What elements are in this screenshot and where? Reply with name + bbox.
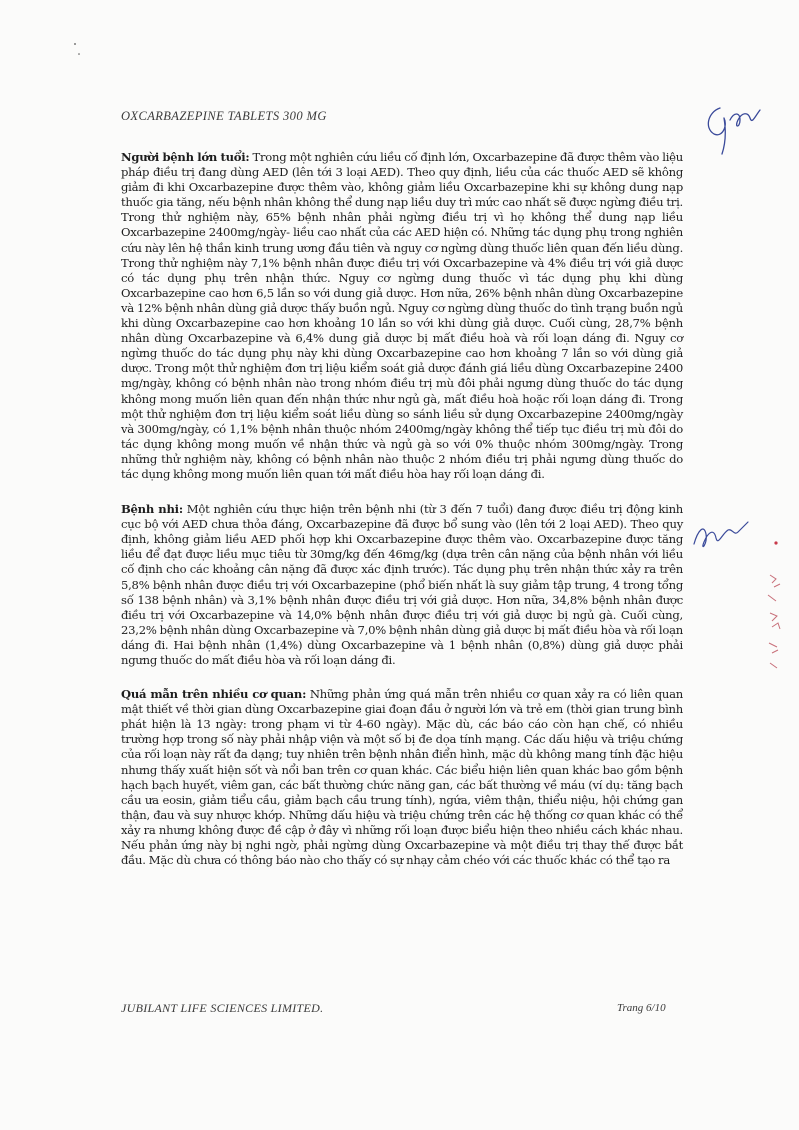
paragraph-text: Một nghiên cứu thực hiện trên bệnh nhi (từ 3 đến 7 tuổi) đang được điều trị động kinh cục bộ với AED chưa thỏa đáng, Oxcarbazepine đã được bổ sung vào (lên tới 2 loại AED). Theo quy định, không giảm liều AED phối hợp khi Oxcarbazepine được thêm vào. Oxcarbazepine được tăng liều để đạt được liều mục tiêu từ 30mg/kg đến 46mg/kg (dựa trên cân nặng của bệnh nhân với liều cố định cho các khoảng cân nặng đã được xác định trước). Tác dụng phụ trên nhận thức xảy ra trên 5,8% bệnh nhân được điều trị với Oxcarbazepine (phổ biến nhất là suy giảm tập trung, 4 trong tổng số 138 bệnh nhân) và 3,1% bệnh nhân được điều trị với giả dược. Hơn nữa, 34,8% bệnh nhân được điều trị với Oxcarbazepine và 14,0% bệnh nhân được điều trị với giả dược bị ngủ gà. Cuối cùng, 23,2% bệnh nhân dùng Oxcarbazepine và 7,0% bệnh nhân dùng giả dược bị mất điều hòa và rối loạn dáng đi. Hai bệnh nhân (1,4%) dùng Oxcarbazepine và 1 bệnh nhân (0,8%) dùng giả dược phải ngưng thuốc do mất điều hòa và rối loạn dáng đi. [121, 502, 684, 667]
red-margin-stamp-marks [760, 535, 790, 675]
paragraph-heading: Người bệnh lớn tuổi: [121, 150, 250, 164]
paragraph-text: Những phản ứng quá mẫn trên nhiều cơ quan xảy ra có liên quan mật thiết về thời gian dùng Oxcarbazepine giai đoạn đầu ở người lớn và trẻ em (thời gian trung bình phát hiện là 13 ngày: trong phạm vi từ 4-60 ngày). Mặc dù, các báo cáo còn hạn chế, có nhiều trường hợp trong số này phải nhập viện và một số bị đe dọa tính mạng. Các dấu hiệu và triệu chứng của rối loạn này rất đa dạng; tuy nhiên trên bệnh nhân điển hình, mặc dù không mang tính đặc hiệu nhưng thấy xuất hiện sốt và nổi ban trên cơ quan khác. Các biểu hiện liên quan khác bao gồm bệnh hạch bạch huyết, viêm gan, các bất thường chức năng gan, các bất thường về máu (ví dụ: tăng bạch cầu ưa eosin, giảm tiểu cầu, giảm bạch cầu trung tính), ngứa, viêm thận, thiểu niệu, hội chứng gan thận, đau và suy nhược khớp. Những dấu hiệu và triệu chứng trên các hệ thống cơ quan khác có thể xảy ra nhưng không được đề cập ở đây vì những rối loạn được biểu hiện theo nhiều cách khác nhau. Nếu phản ứng này bị nghi ngờ, phải ngừng dùng Oxcarbazepine và một điều trị thay thế được bắt đầu. Mặc dù chưa có thông báo nào cho thấy có sự nhạy cảm chéo với các thuốc khác có thể tạo ra [121, 687, 683, 868]
initials-signature-middle [686, 516, 752, 558]
paragraph-heading: Bệnh nhi: [121, 502, 183, 517]
paragraph-elderly-patients [121, 150, 683, 482]
paragraph-text: Trong một nghiên cứu liều cố định lớn, Oxcarbazepine đã được thêm vào liệu pháp điều trị đang dùng AED (lên tới 3 loại AED). Theo quy định, liều của các thuốc AED sẽ không giảm đi khi Oxcarbazepine được thêm vào, không giảm liều Oxcarbazepine khi sự không dung nạp thuốc gia tăng, nếu bệnh nhân không thể dung nạp liều duy trì mức cao nhất sẽ được ngừng điều trị. Trong thử nghiệm này, 65% bệnh nhân phải ngừng điều trị vì họ không thể dung nạp liều Oxcarbazepine 2400mg/ngày- liều cao nhất của các AED hiện có. Những tác dụng phụ trong nghiên cứu này lên hệ thần kinh trung ương đầu tiên và nguy cơ ngừng dùng thuốc liên quan đến liều dùng. Trong thử nghiệm này 7,1% bệnh nhân được điều trị với Oxcarbazepine và 4% điều trị với giả dược có tác dụng phụ trên nhận thức. Nguy cơ ngừng dung thuốc vì tác dụng phụ khi dùng Oxcarbazepine cao hơn 6,5 lần so với dung giả dược. Hơn nữa, 26% bệnh nhân dùng Oxcarbazepine và 12% bệnh nhân dùng giả dược thấy buồn ngủ. Nguy cơ ngừng dùng thuốc do tình trạng buồn ngủ khi dùng Oxcarbazepine cao hơn khoảng 10 lần so với khi dùng giả dược. Cuối cùng, 28,7% bệnh nhân dùng Oxcarbazepine và 6,4% dung giả dược bị mất điều hoà và rối loạn dáng đi. Nguy cơ ngừng thuốc do tác dụng phụ này khi dùng Oxcarbazepine cao hơn khoảng 7 lần so với dùng giả dược. Trong một thử nghiệm đơn trị liệu kiểm soát giả dược đánh giá liều dùng Oxcarbazepine 2400 mg/ngày, không có bệnh nhân nào trong nhóm điều trị mù đôi phải ngưng dùng thuốc do tác dụng không mong muốn liên quan đến nhận thức như ngủ gà, mất điều hoà hoặc rối loạn dáng đi. Trong một thử nghiệm đơn trị liệu kiểm soát liều dùng so sánh liều sử dụng Oxcarbazepine 2400mg/ngày và 300mg/ngày, có 1,1% bệnh nhân thuộc nhóm 2400mg/ngày không thể tiếp tục điều trị mù đôi do tác dụng không mong muốn về nhận thức và ngủ gà so với 0% thuộc nhóm 300mg/ngày. Trong những thử nghiệm này, không có bệnh nhân nào thuộc 2 nhóm điều trị phải ngưng dùng thuốc do tác dụng không mong muốn liên quan tới mất điều hòa hay rối loạn dáng đi. [121, 150, 683, 481]
paragraph-multiorgan-hypersensitivity [121, 687, 683, 868]
footer-company: JUBILANT LIFE SCIENCES LIMITED. [121, 1001, 324, 1015]
scan-specks [60, 40, 90, 64]
document-body [121, 150, 683, 868]
document-header-title: OXCARBAZEPINE TABLETS 300 MG [121, 109, 327, 123]
footer-page-number: Trang 6/10 [617, 1002, 666, 1014]
paragraph-pediatric-patients [121, 502, 683, 668]
paragraph-heading: Quá mẫn trên nhiều cơ quan: [121, 687, 307, 702]
initials-signature-top [700, 98, 766, 158]
